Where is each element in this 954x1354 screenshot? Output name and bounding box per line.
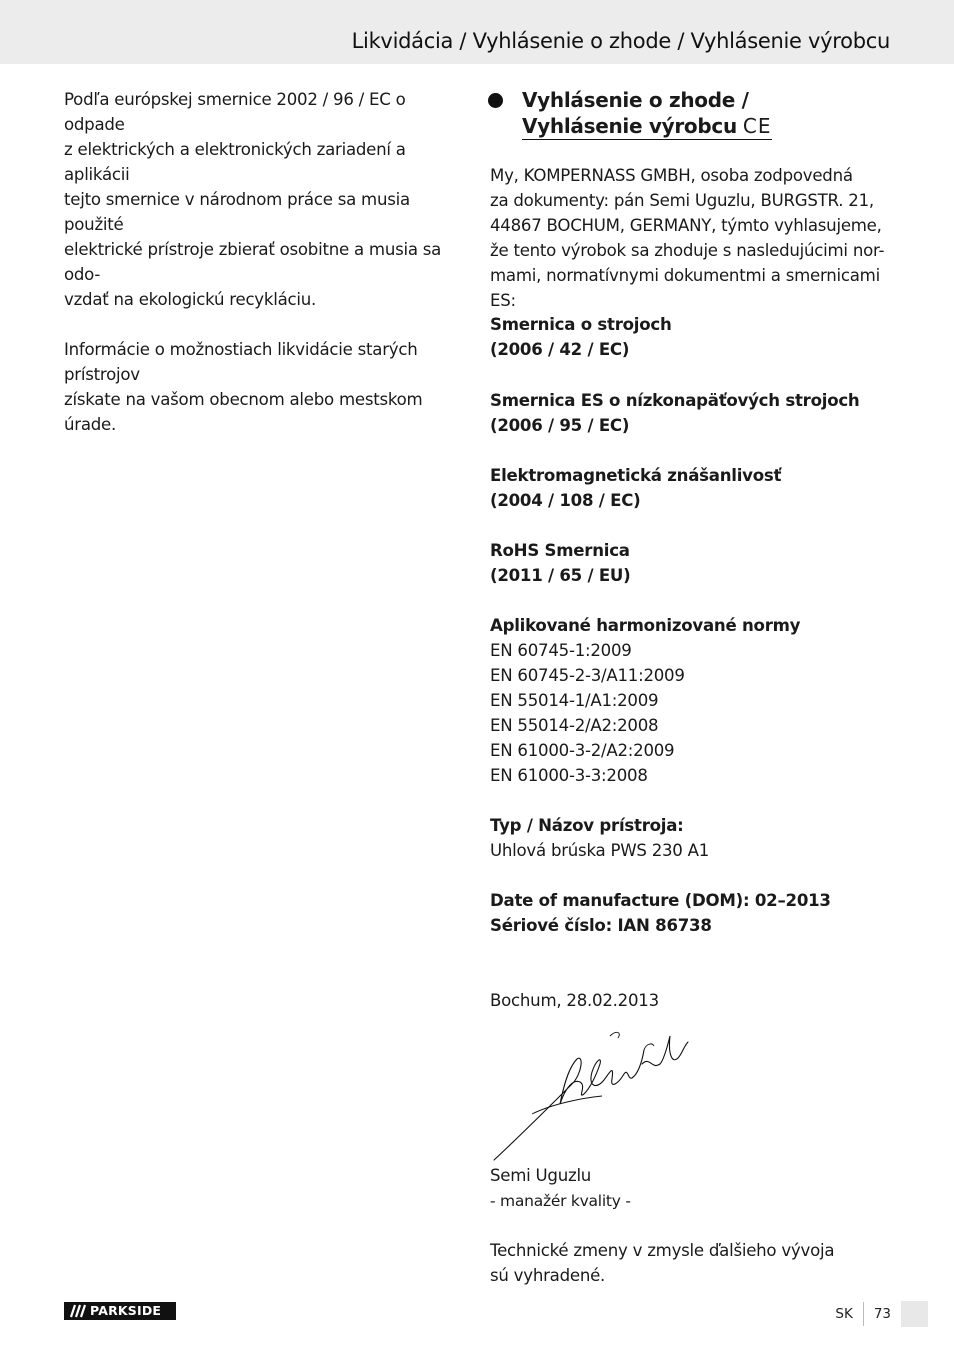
norm-item: EN 60745-2-3/A11:2009 [490,666,685,685]
logo-stripes-icon [67,1302,89,1320]
directive-name: Smernica o strojoch [490,315,672,334]
norm-item: EN 60745-1:2009 [490,641,632,660]
directive-code: (2006 / 42 / EC) [490,340,630,359]
norm-item: EN 61000-3-3:2008 [490,766,648,785]
info-paragraph [64,337,468,437]
text-line: elektrické prístroje zbierať osobitne a musia sa odo- [64,240,442,284]
text-line: mami, normatívnymi dokumentmi a smernicami ES: [490,266,880,310]
disposal-paragraph [64,87,468,312]
intro-paragraph [490,163,900,313]
ce-mark-icon: CE [742,114,772,138]
norm-item: EN 55014-1/A1:2009 [490,691,659,710]
text-line: sú vyhradené. [490,1266,606,1285]
page-footer [835,1301,928,1327]
heading-line: Vyhlásenie výrobcu [522,114,737,138]
text-line: vzdať na ekologickú recykláciu. [64,290,317,309]
directive-name: Elektromagnetická znášanlivosť [490,466,782,485]
text-line: za dokumenty: pán Semi Uguzlu, BURGSTR. 21, [490,191,874,210]
heading-line: Vyhlásenie o zhode / [522,88,749,112]
signer-role: - manažér kvality - [490,1192,631,1210]
page-number: 73 [873,1306,891,1322]
language-code: SK [835,1306,853,1322]
bullet-icon [488,93,503,108]
manufacture-info [490,888,900,938]
directive-name: RoHS Smernica [490,541,630,560]
directive-code: (2011 / 65 / EU) [490,566,631,585]
text-line: Informácie o možnostiach likvidácie starých prístrojov [64,340,418,384]
place-date: Bochum, 28.02.2013 [490,991,659,1010]
device-type [490,813,900,863]
directive-name: Smernica ES o nízkonapäťových strojoch [490,391,860,410]
directive-low-voltage [490,388,900,438]
date-of-manufacture: Date of manufacture (DOM): 02–2013 [490,891,831,910]
norm-item: EN 55014-2/A2:2008 [490,716,659,735]
text-line: My, KOMPERNASS GMBH, osoba zodpovedná [490,166,853,185]
text-line: z elektrických a elektronických zariadení a aplikácii [64,140,406,184]
right-column [490,87,900,1285]
directive-machinery [490,312,900,362]
text-line: 44867 BOCHUM, GERMANY, týmto vyhlasujeme, [490,216,882,235]
directive-rohs [490,538,900,588]
directive-code: (2006 / 95 / EC) [490,416,630,435]
heading-line-underlined [522,113,772,140]
signer-name: Semi Uguzlu [490,1166,592,1185]
directive-code: (2004 / 108 / EC) [490,491,641,510]
signer-block [490,1163,900,1214]
type-label: Typ / Názov prístroja: [490,816,684,835]
text-line: Technické zmeny v zmysle ďalšieho vývoja [490,1241,835,1260]
directive-emc [490,463,900,513]
page-title: Likvidácia / Vyhlásenie o zhode / Vyhlásenie výrobcu [351,29,890,53]
norms-list [490,613,900,788]
text-line: získate na vašom obecnom alebo mestskom úrade. [64,390,423,434]
text-line: Podľa európskej smernice 2002 / 96 / EC o odpade [64,90,406,134]
signature-image [492,1024,702,1164]
left-column [64,87,468,462]
page-tab-marker [901,1301,928,1327]
text-line: tejto smernice v národnom práce sa musia použité [64,190,410,234]
technical-note [490,1238,900,1288]
brand-logo [64,1302,176,1320]
section-heading [522,87,900,140]
header-band [0,0,954,64]
type-value: Uhlová brúska PWS 230 A1 [490,841,710,860]
norm-item: EN 61000-3-2/A2:2009 [490,741,675,760]
norms-title: Aplikované harmonizované normy [490,616,801,635]
serial-number: Sériové číslo: IAN 86738 [490,916,712,935]
brand-name: PARKSIDE [90,1303,162,1318]
text-line: že tento výrobok sa zhoduje s nasledujúcimi nor- [490,241,885,260]
